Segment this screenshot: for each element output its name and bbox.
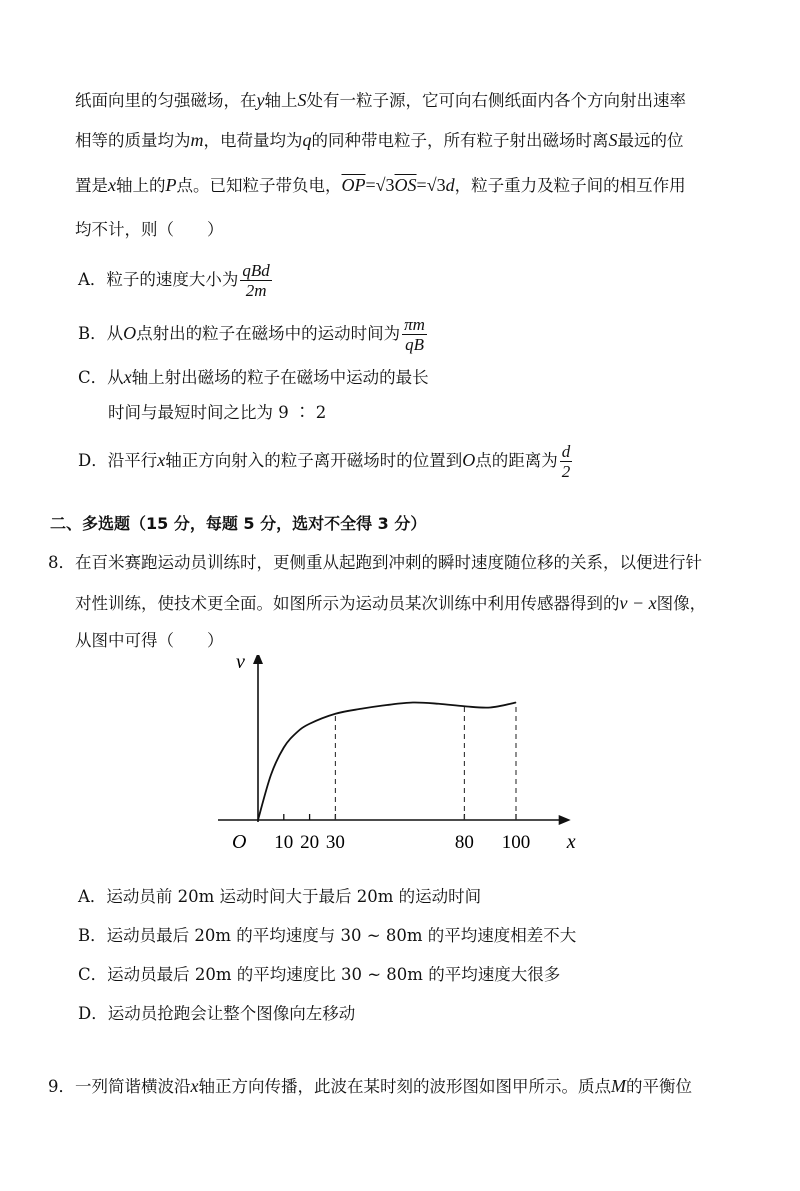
option-text: 运动员前 20m 运动时间大于最后 20m 的运动时间 [106,887,482,906]
var-x: x [157,450,166,470]
text: 图像， [656,594,707,613]
option-text: 运动员最后 20m 的平均速度与 30 ~ 80m 的平均速度相差不大 [106,926,577,945]
var-S: S [608,130,618,150]
equals: = [365,175,376,195]
x-tick-label: 100 [501,832,531,853]
q7-option-c-line-2 [108,402,326,424]
option-label: A． [78,887,107,906]
text: 轴上的 [116,176,166,195]
var-S: S [297,90,307,110]
text: 在百米赛跑运动员训练时，更侧重从起跑到冲刺的瞬时速度随位移的关系，以便进行针 [75,553,702,572]
text: 一列简谐横波沿 [75,1077,191,1096]
text: 轴正方向传播，此波在某时刻的波形图如图甲所示。质点 [198,1077,611,1096]
q7-line-1 [75,89,686,112]
var-O: O [123,323,137,343]
q7-option-b[interactable] [78,311,429,356]
numerator: d [561,442,571,461]
text: 纸面向里的匀强磁场，在 [75,91,257,110]
denominator: qB [405,335,424,354]
numerator: qBd [242,261,270,280]
v-x-curve [258,702,516,820]
var-P: P [165,175,177,195]
q7-option-a[interactable] [78,258,274,302]
var-x: x [190,1076,199,1096]
option-text: 沿平行 [107,451,158,470]
y-axis-label: v [236,655,245,673]
text: 点。已知粒子带负电， [176,176,342,195]
q7-line-3 [75,174,686,197]
origin-label: O [232,831,247,853]
text: ，粒子重力及粒子间的相互作用 [454,176,686,195]
sqrt-3: √3 [426,175,446,195]
fraction-d-2 [560,442,573,481]
q7-option-c[interactable] [78,366,429,389]
q7-line-2 [75,129,684,152]
option-text: 运动员最后 20m 的平均速度比 30 ~ 80m 的平均速度大很多 [107,965,561,984]
q8-line-3 [75,630,224,652]
q8-line-1 [48,552,702,574]
option-text: 点射出的粒子在磁场中的运动时间为 [136,324,401,343]
var-O: O [462,450,476,470]
q9-line-1 [48,1075,692,1098]
text: 相等的质量均为 [75,131,191,150]
text: ，电荷量均为 [203,131,303,150]
text: 处有一粒子源，它可向右侧纸面内各个方向射出速率 [306,91,686,110]
x-tick-label: 10 [274,832,294,853]
option-label: B． [78,926,107,945]
fraction-pim-qB [402,315,427,354]
option-text: 运动员抢跑会让整个图像向左移动 [107,1004,356,1023]
section-heading: 二、多选题（15 分，每题 5 分，选对不全得 3 分） [50,514,427,533]
x-axis-arrow [559,815,571,825]
option-label: A． [78,270,107,289]
text: 轴上 [264,91,298,110]
q7-option-d[interactable] [78,438,574,483]
denominator: 2 [561,462,571,481]
option-text: 粒子的速度大小为 [106,270,239,289]
q8-option-c[interactable] [78,964,560,986]
vec-OS: $\overline{OS}$ [394,175,417,195]
v-x-chart [0,655,800,855]
option-text: 轴上射出磁场的粒子在磁场中运动的最长 [131,368,429,387]
var-M: M [611,1076,626,1096]
text: 从图中可得（ ） [75,631,224,650]
text: 置是 [75,176,108,195]
x-tick-label: 30 [325,832,345,853]
option-label: C． [78,965,108,984]
text: 对性训练，使技术更全面。如图所示为运动员某次训练中利用传感器得到的 [75,594,620,613]
q8-option-b[interactable] [78,925,576,947]
var-y: y [256,90,265,110]
vec-OP: $\overline{OP}$ [341,175,366,195]
option-label: B． [78,324,107,343]
q8-option-a[interactable] [78,886,481,908]
fraction-qBd-2m [240,261,271,300]
option-text: 轴正方向射入的粒子离开磁场时的位置到 [165,451,463,470]
equals: = [416,175,427,195]
y-axis-arrow [253,655,263,664]
question-number: 8． [48,553,75,572]
text: 的同种带电粒子，所有粒子射出磁场时离 [311,131,609,150]
question-number: 9． [48,1077,75,1096]
var-d: d [445,175,455,195]
denominator: 2m [245,281,267,300]
var-x: x [123,367,132,387]
sqrt-3: √3 [375,175,395,195]
vx-label: v − x [619,593,657,613]
numerator: πm [404,315,425,334]
q8-option-d[interactable] [78,1003,355,1025]
q8-line-2 [75,592,706,615]
option-text: 时间与最短时间之比为 9 ∶ 2 [108,403,327,422]
option-label: D． [78,451,108,470]
var-x: x [108,175,116,195]
text: 的平衡位 [626,1077,692,1096]
q7-line-4 [75,219,224,241]
option-text: 从 [107,368,124,387]
var-m: m [190,130,204,150]
option-text: 从 [106,324,124,343]
option-text: 点的距离为 [475,451,558,470]
x-tick-label: 80 [454,832,474,853]
text: 均不计，则（ ） [75,220,224,239]
x-tick-label: 20 [300,832,320,853]
var-q: q [302,130,312,150]
option-label: C． [78,368,108,387]
option-label: D． [78,1004,108,1023]
text: 最远的位 [617,131,684,150]
equation-op-os [342,175,455,195]
x-axis-label: x [566,831,576,853]
